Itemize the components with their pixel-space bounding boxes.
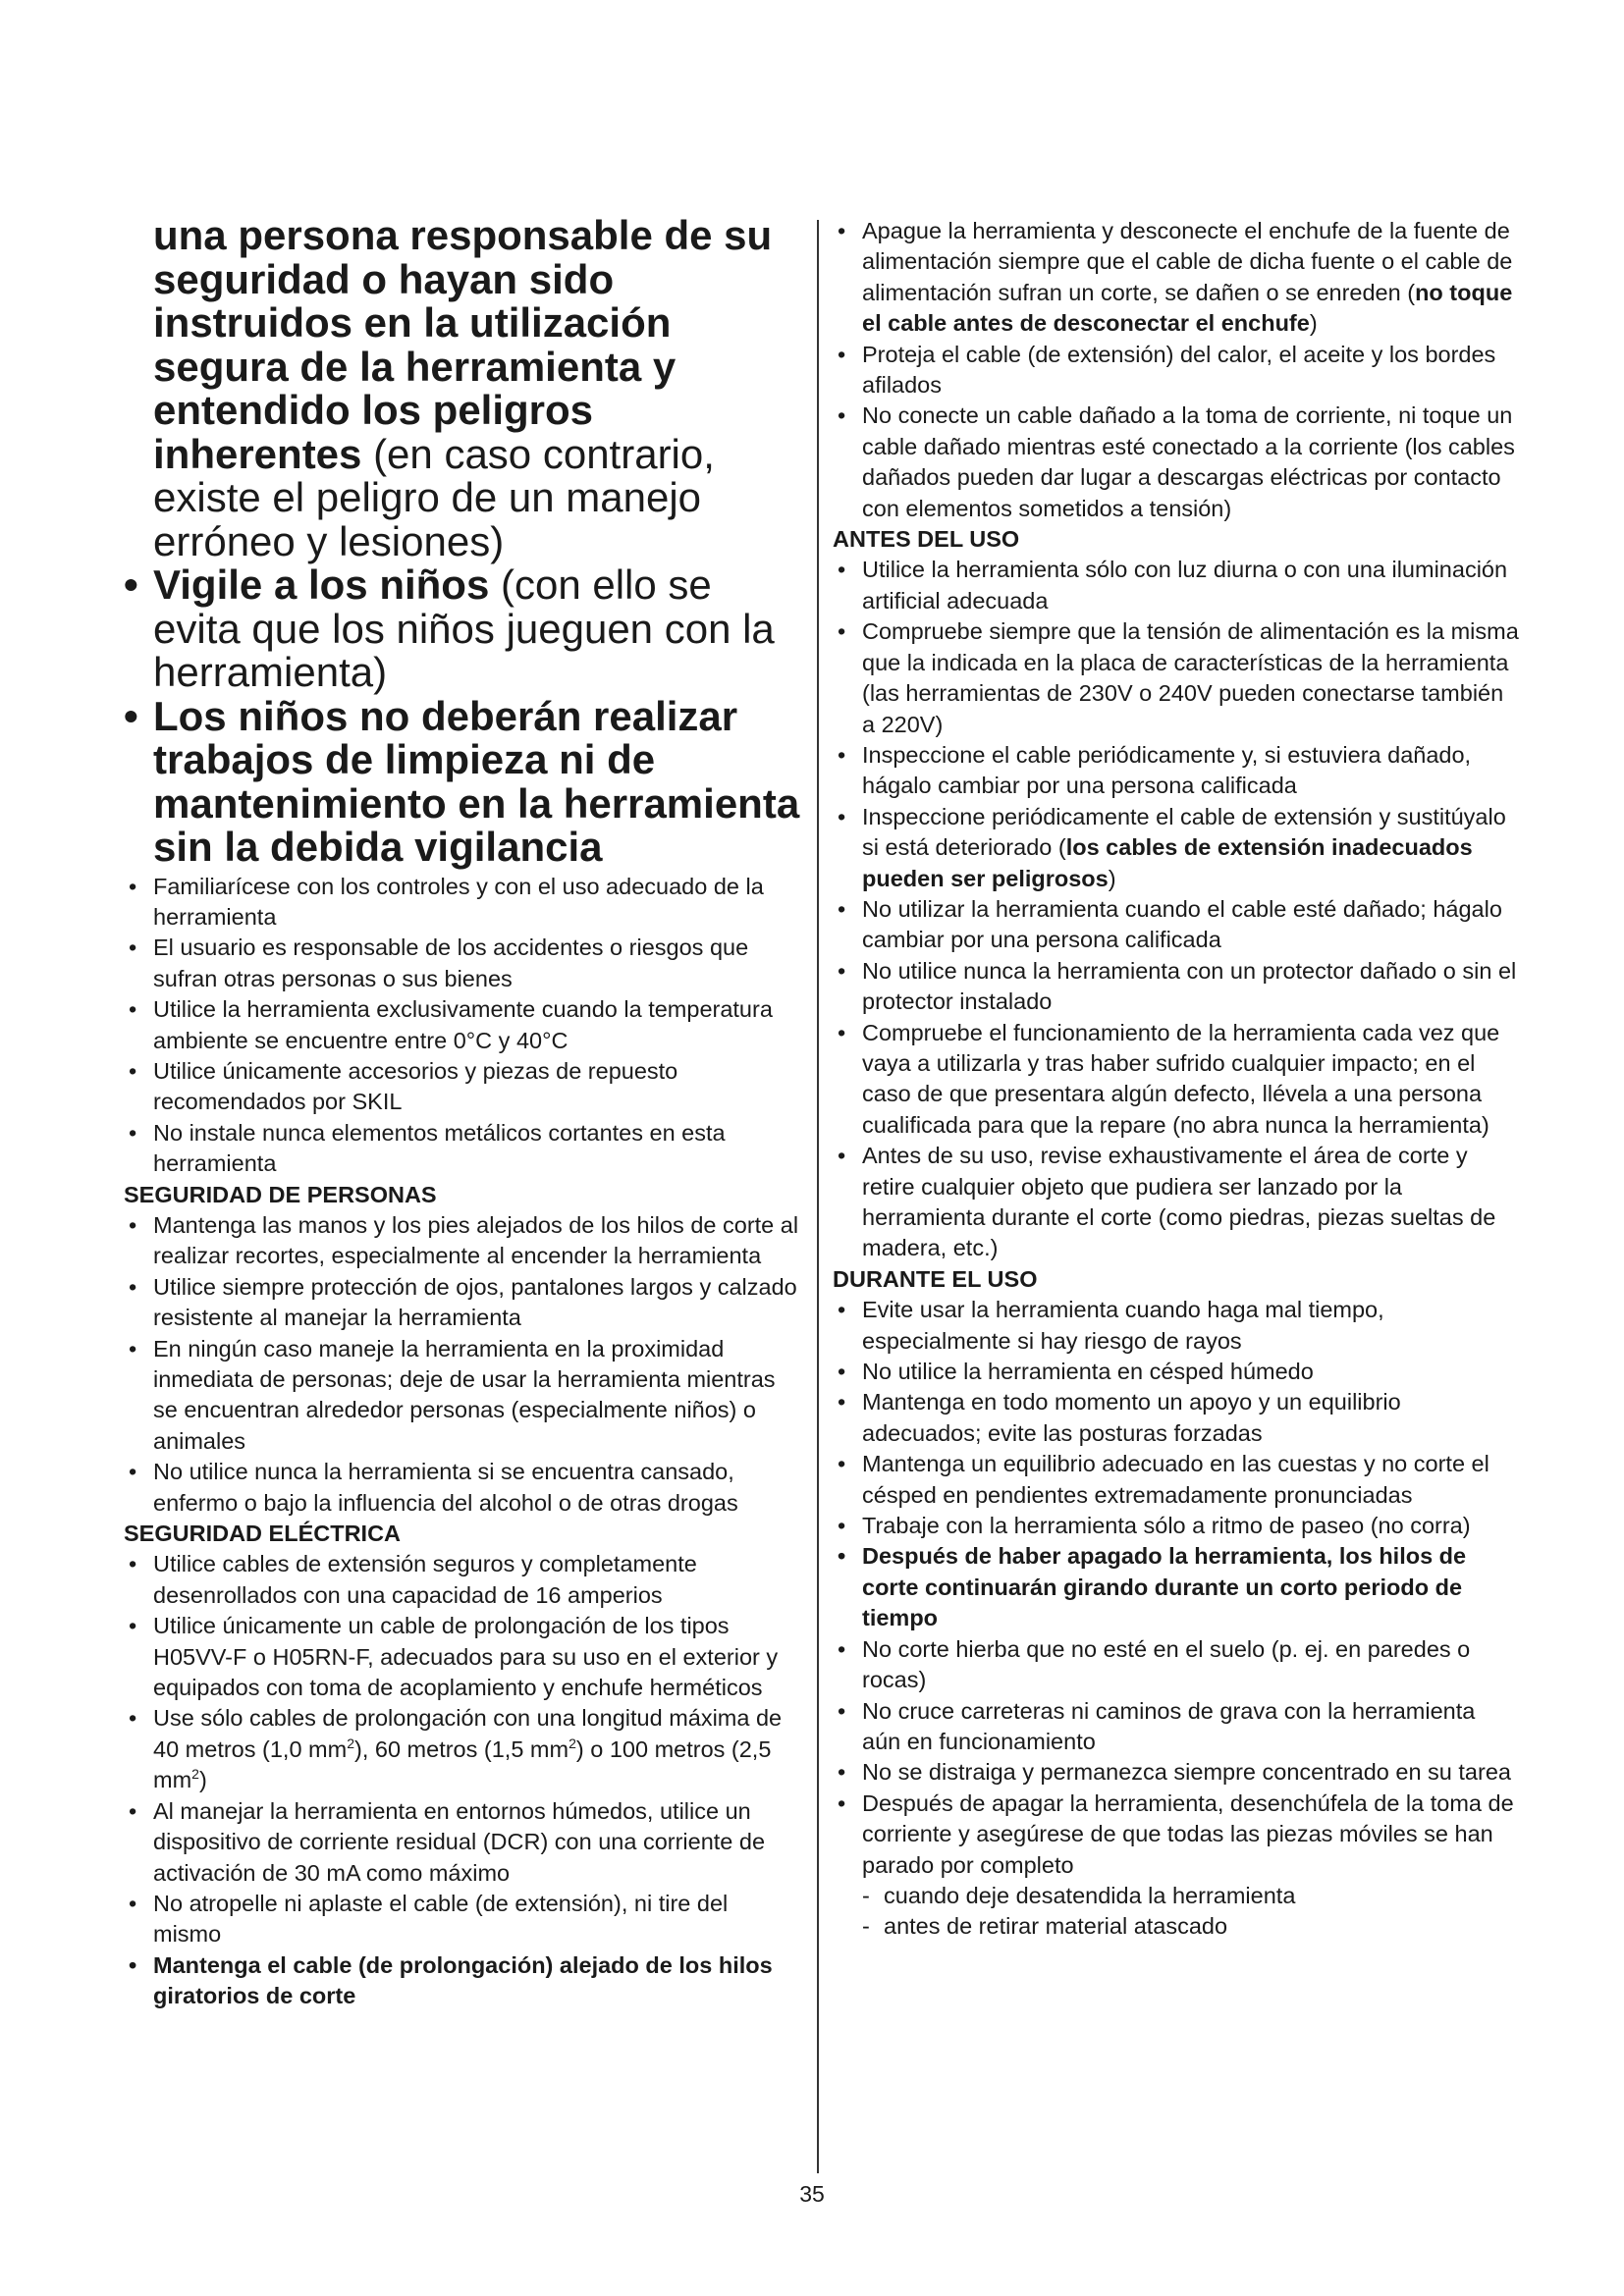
- bullet-icon: •: [129, 1890, 137, 1916]
- bullet-icon: •: [129, 1459, 137, 1485]
- bullet-icon: •: [838, 1389, 846, 1415]
- list-item: • Utilice la herramienta sólo con luz diurna o con una iluminación artificial adecuada: [838, 557, 1508, 614]
- list-item: • Antes de su uso, revise exhaustivamente el área de corte y retire cualquier objeto que pudiera ser lanzado por la herramienta durante el corte (como piedras, piezas sueltas de madera, etc.): [838, 1143, 1496, 1261]
- bullet-icon: •: [838, 1143, 846, 1169]
- dash-icon: -: [862, 1913, 870, 1940]
- dash-icon: -: [862, 1882, 870, 1908]
- bullet-icon: •: [838, 618, 846, 645]
- list-item: • Inspeccione periódicamente el cable de extensión y sustitúyalo si está deteriorado (los cables de extensión inadecuados pueden ser peligrosos): [838, 803, 1506, 891]
- sub-item: - cuando deje desatendida la herramienta: [862, 1881, 1520, 1911]
- list-item: • Utilice únicamente accesorios y piezas de repuesto recomendados por SKIL: [129, 1057, 678, 1115]
- list-item: • Utilice siempre protección de ojos, pantalones largos y calzado resistente al manejar la herramienta: [129, 1273, 797, 1331]
- bullet-icon: •: [129, 996, 137, 1023]
- bullet-icon: •: [129, 1951, 137, 1978]
- list-item: • Use sólo cables de prolongación con una longitud máxima de 40 metros (1,0 $mm^2$), 60 metros (1,5 $mm^2$) o 100 metros (2,5 $mm^2$): [129, 1705, 783, 1793]
- electric-heading: SEGURIDAD ELÉCTRICA: [124, 1521, 402, 1547]
- bullet-icon: •: [124, 561, 138, 608]
- list-item: • Mantenga las manos y los pies alejados de los hilos de corte al realizar recortes, especialmente al encender la herramienta: [129, 1211, 799, 1269]
- during-use-list: [833, 1295, 1520, 1943]
- bullet-icon: •: [838, 1451, 846, 1477]
- left-column: [124, 214, 801, 2012]
- bullet-icon: •: [129, 1211, 137, 1238]
- list-item: • No cruce carreteras ni caminos de grava con la herramienta aún en funcionamiento: [838, 1697, 1476, 1754]
- list-item: • Mantenga en todo momento un apoyo y un equilibrio adecuados; evite las posturas forzadas: [838, 1389, 1401, 1446]
- list-item: • Mantenga un equilibrio adecuado en las cuestas y no corte el césped en pendientes extremadamente pronunciadas: [838, 1451, 1489, 1508]
- list-item: • No corte hierba que no esté en el suelo (p. ej. en paredes o rocas): [838, 1635, 1471, 1693]
- bullet-icon: •: [129, 1057, 137, 1084]
- list-item: • No utilice nunca la herramienta si se encuentra cansado, enfermo o bajo la influencia del alcohol o de otras drogas: [129, 1459, 738, 1516]
- before-use-list: [833, 555, 1520, 1263]
- list-item: • No utilizar la herramienta cuando el cable esté dañado; hágalo cambiar por una persona calificada: [838, 895, 1502, 953]
- page-number: 35: [799, 2181, 825, 2207]
- list-item: • Evite usar la herramienta cuando haga mal tiempo, especialmente si hay riesgo de rayos: [838, 1297, 1384, 1354]
- bullet-icon: •: [129, 934, 137, 961]
- bullet-icon: •: [129, 1119, 137, 1146]
- bullet-icon: •: [838, 218, 846, 243]
- list-item: • No instale nunca elementos metálicos cortantes en esta herramienta: [129, 1119, 726, 1177]
- bullet-icon: •: [838, 1635, 846, 1662]
- list-item: • Proteja el cable (de extensión) del calor, el aceite y los bordes afilados: [838, 341, 1496, 399]
- bullet-icon: •: [129, 1335, 137, 1362]
- list-item: • Utilice únicamente un cable de prolongación de los tipos H05VV-F o H05RN-F, adecuados para su uso en el exterior y equipados con toma de acoplamiento y enchufe herméticos: [129, 1613, 779, 1701]
- list-item: • El usuario es responsable de los accidentes o riesgos que sufran otras personas o sus bienes: [129, 934, 749, 991]
- persons-list: [124, 1210, 801, 1519]
- bullet-icon: •: [838, 957, 846, 984]
- bullet-icon: •: [129, 873, 137, 899]
- bullet-icon: •: [838, 1697, 846, 1724]
- list-item: • Compruebe siempre que la tensión de alimentación es la misma que la indicada en la placa de características de la herramienta (las herramientas de 230V o 240V pueden conectarse también a 220V): [838, 618, 1519, 737]
- sub-item: - antes de retirar material atascado: [862, 1911, 1520, 1942]
- bullet-icon: •: [838, 1789, 846, 1816]
- cable-list: [833, 216, 1520, 524]
- bullet-icon: •: [838, 1019, 846, 1045]
- bullet-icon: •: [838, 803, 846, 829]
- during-use-heading: DURANTE EL USO: [833, 1265, 1038, 1292]
- bullet-icon: •: [838, 557, 846, 583]
- bullet-icon: •: [129, 1551, 137, 1577]
- list-item: • No atropelle ni aplaste el cable (de extensión), ni tire del mismo: [129, 1890, 729, 1948]
- general-list: [124, 872, 801, 1180]
- bullet-icon: •: [838, 1513, 846, 1539]
- list-item: • No conecte un cable dañado a la toma de corriente, ni toque un cable dañado mientras esté conectado a la corriente (los cables dañados pueden dar lugar a descargas eléctricas por contacto con elementos sometidos a tensión): [838, 402, 1515, 521]
- bullet-icon: •: [129, 1613, 137, 1639]
- list-item: • No utilice nunca la herramienta con un protector dañado o sin el protector instalado: [838, 957, 1517, 1015]
- children-clean-item: • Los niños no deberán realizar trabajos de limpieza ni de mantenimiento en la herramienta sin la debida vigilancia: [124, 692, 800, 870]
- list-item: • Mantenga el cable (de prolongación) alejado de los hilos giratorios de corte: [129, 1951, 773, 2009]
- bullet-icon: •: [129, 1797, 137, 1824]
- persons-heading: SEGURIDAD DE PERSONAS: [124, 1181, 437, 1207]
- bullet-icon: •: [838, 1297, 846, 1323]
- list-item: • No utilice la herramienta en césped húmedo: [833, 1357, 1520, 1387]
- bullet-icon: •: [838, 1543, 846, 1570]
- intro-paragraph: una persona responsable de su seguridad o hayan sido instruidos en la utilización segura de la herramienta y entendido los peligros inherentes (en caso contrario, existe el peligro de un manejo erróneo y lesiones): [153, 212, 773, 564]
- bullet-icon: •: [838, 341, 846, 367]
- list-item: • No se distraiga y permanezca siempre concentrado en su tarea: [833, 1757, 1520, 1788]
- bullet-icon: •: [838, 895, 846, 922]
- list-item: • Apague la herramienta y desconecte el enchufe de la fuente de alimentación siempre que el cable de dicha fuente o el cable de alimentación sufran un corte, se dañen o se enreden (no toque el cable antes de desconectar el enchufe): [838, 218, 1513, 337]
- column-divider: [817, 220, 819, 2173]
- bullet-icon: •: [838, 1359, 846, 1385]
- list-item: • Trabaje con la herramienta sólo a ritmo de paseo (no corra): [833, 1511, 1520, 1541]
- list-item: • Después de haber apagado la herramienta, los hilos de corte continuarán girando durante un corto periodo de tiempo: [838, 1543, 1467, 1631]
- bullet-icon: •: [129, 1705, 137, 1732]
- list-item: • Compruebe el funcionamiento de la herramienta cada vez que vaya a utilizarla y tras haber sufrido cualquier impacto; en el caso de que presentara algún defecto, llévela a una persona cualificada para que la repare (no abra nunca la herramienta): [838, 1019, 1500, 1138]
- bullet-icon: •: [129, 1273, 137, 1300]
- before-use-heading: ANTES DEL USO: [833, 526, 1020, 553]
- list-item: • Al manejar la herramienta en entornos húmedos, utilice un dispositivo de corriente residual (DCR) con una corriente de activación de 30 mA como máximo: [129, 1797, 766, 1886]
- children-watch-item: • Vigile a los niños (con ello se evita que los niños jueguen con la herramienta): [124, 561, 775, 695]
- bullet-icon: •: [838, 402, 846, 429]
- bullet-icon: •: [124, 692, 138, 739]
- list-item: • Familiarícese con los controles y con el uso adecuado de la herramienta: [129, 873, 764, 930]
- list-item: • Después de apagar la herramienta, desenchúfela de la toma de corriente y asegúrese de que todas las piezas móviles se han parado por completo - cuando deje desatendida la herramienta - antes de retirar material atascado: [833, 1789, 1520, 1943]
- electric-list: [124, 1549, 801, 2011]
- list-item: • Utilice la herramienta exclusivamente cuando la temperatura ambiente se encuentre entre 0°C y 40°C: [129, 996, 773, 1053]
- bullet-icon: •: [838, 741, 846, 768]
- list-item: • Inspeccione el cable periódicamente y, si estuviera dañado, hágalo cambiar por una persona calificada: [838, 741, 1472, 799]
- list-item: • Utilice cables de extensión seguros y completamente desenrollados con una capacidad de 16 amperios: [129, 1551, 697, 1608]
- bullet-icon: •: [838, 1759, 846, 1786]
- list-item: • En ningún caso maneje la herramienta en la proximidad inmediata de personas; deje de usar la herramienta mientras se encuentran alrededor personas (especialmente niños) o animales: [129, 1335, 776, 1454]
- right-column: [833, 216, 1520, 1943]
